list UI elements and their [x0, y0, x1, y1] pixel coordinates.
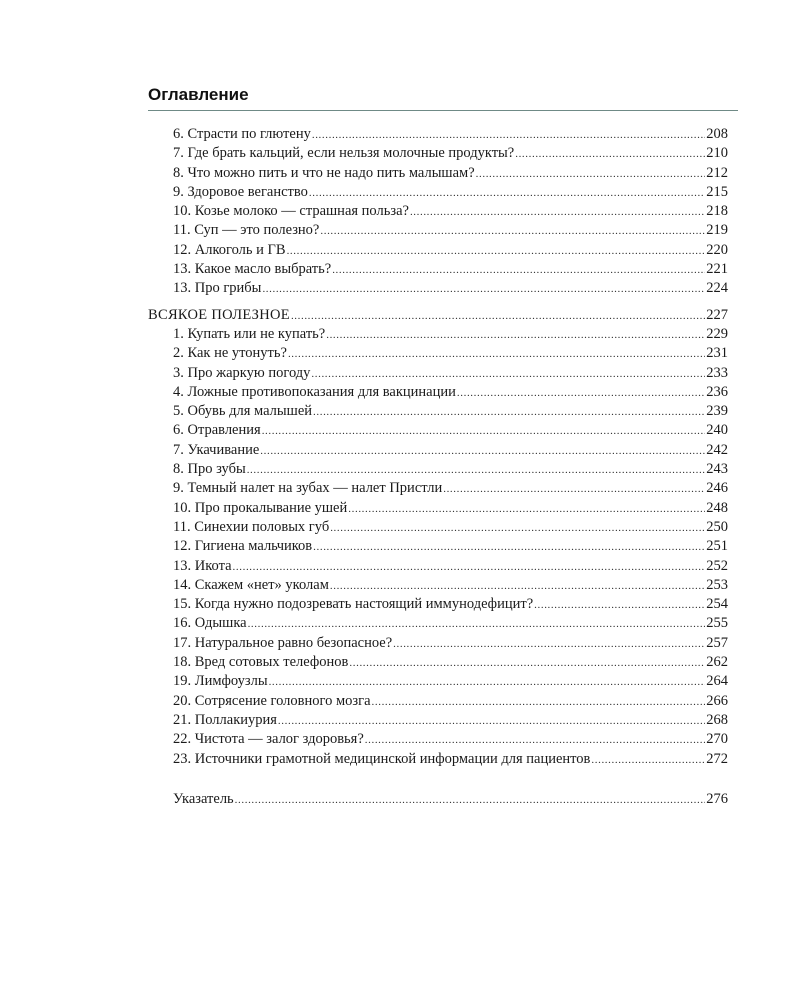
toc-entry[interactable] — [148, 614, 728, 633]
dot-leader — [348, 500, 705, 519]
toc-entry-page: 240 — [706, 422, 728, 439]
toc-entry[interactable] — [148, 364, 728, 383]
toc-entry-page: 212 — [706, 164, 728, 181]
dot-leader — [262, 280, 705, 299]
toc-group-1 — [148, 125, 728, 299]
toc-entry-page: 229 — [706, 325, 728, 342]
toc-entry-page: 218 — [706, 203, 728, 220]
dot-leader — [262, 422, 706, 441]
toc-entry[interactable] — [148, 164, 728, 183]
toc-entry-page: 251 — [706, 538, 728, 555]
toc-entry-page: 248 — [706, 499, 728, 516]
dot-leader — [309, 184, 705, 203]
dot-leader — [311, 365, 705, 384]
dot-leader — [349, 654, 705, 673]
dot-leader — [313, 403, 705, 422]
toc-entry[interactable] — [148, 202, 728, 221]
toc-entry-title: 20. Сотрясение головного мозга — [173, 692, 371, 709]
toc-entry-title: 3. Про жаркую погоду — [173, 364, 311, 381]
toc-entry[interactable] — [148, 460, 728, 479]
dot-leader — [248, 615, 706, 634]
toc-entry-title: 7. Укачивание — [173, 441, 260, 458]
dot-leader — [320, 222, 705, 241]
toc-entry-page: 257 — [706, 634, 728, 651]
toc-entry[interactable] — [148, 421, 728, 440]
toc-entry[interactable] — [148, 711, 728, 730]
toc-entry-page: 253 — [706, 576, 728, 593]
toc-entry[interactable] — [148, 557, 728, 576]
toc-entry-page: 231 — [706, 345, 728, 362]
toc-entry[interactable] — [148, 441, 728, 460]
toc-entry-title: 7. Где брать кальций, если нельзя молочные продукты? — [173, 145, 515, 162]
toc-entry-page: 242 — [706, 441, 728, 458]
toc-entry[interactable] — [148, 221, 728, 240]
dot-leader — [326, 326, 705, 345]
toc-entry-title: 15. Когда нужно подозревать настоящий иммунодефицит? — [173, 596, 534, 613]
dot-leader — [410, 203, 705, 222]
toc-group-2 — [148, 325, 728, 769]
toc-entry-page: 250 — [706, 518, 728, 535]
toc-entry-title: 18. Вред сотовых телефонов — [173, 654, 349, 671]
toc-entry[interactable] — [148, 183, 728, 202]
toc-entry[interactable] — [148, 518, 728, 537]
toc-entry-page: 224 — [706, 280, 728, 297]
toc-entry-title: 13. Про грибы — [173, 280, 262, 297]
toc-entry-title: 10. Козье молоко — страшная польза? — [173, 203, 409, 220]
toc-entry-title: 1. Купать или не купать? — [173, 325, 326, 342]
toc-entry-page: 264 — [706, 673, 728, 690]
toc-entry-page: 270 — [706, 731, 728, 748]
dot-leader — [457, 384, 705, 403]
dot-leader — [287, 242, 706, 261]
toc-entry-title: 8. Что можно пить и что не надо пить малышам? — [173, 164, 475, 181]
toc-entry[interactable] — [148, 672, 728, 691]
dot-leader — [443, 480, 705, 499]
dot-leader — [313, 538, 705, 557]
toc-index-page: 276 — [706, 790, 728, 807]
toc-entry-page: 215 — [706, 183, 728, 200]
toc-entry-page: 236 — [706, 383, 728, 400]
toc-entry[interactable] — [148, 576, 728, 595]
dot-leader — [288, 345, 705, 364]
toc-entry-title: 16. Одышка — [173, 615, 247, 632]
toc-entry[interactable] — [148, 279, 728, 298]
toc-entry-page: 220 — [706, 241, 728, 258]
toc-entry[interactable] — [148, 260, 728, 279]
toc-entry-page: 243 — [706, 461, 728, 478]
toc-entry-title: 17. Натуральное равно безопасное? — [173, 634, 393, 651]
toc-entry-title: 2. Как не утонуть? — [173, 345, 287, 362]
toc-index-row[interactable] — [148, 790, 728, 809]
toc-entry-title: 9. Здоровое веганство — [173, 183, 308, 200]
toc-entry[interactable] — [148, 653, 728, 672]
toc-entry-page: 266 — [706, 692, 728, 709]
dot-leader — [534, 596, 705, 615]
page-header — [148, 84, 738, 111]
dot-leader — [476, 165, 706, 184]
toc-entry-title: 13. Икота — [173, 557, 232, 574]
toc-entry[interactable] — [148, 730, 728, 749]
toc-entry[interactable] — [148, 595, 728, 614]
toc-entry-title: 8. Про зубы — [173, 461, 246, 478]
dot-leader — [365, 731, 705, 750]
dot-leader — [515, 145, 705, 164]
toc-entry-title: 5. Обувь для малышей — [173, 403, 313, 420]
header-divider — [148, 110, 738, 111]
dot-leader — [247, 461, 706, 480]
toc-entry-title: 12. Алкоголь и ГВ — [173, 241, 286, 258]
toc-entry-page: 268 — [706, 711, 728, 728]
toc-entry[interactable] — [148, 383, 728, 402]
toc-entry[interactable] — [148, 692, 728, 711]
toc-entry[interactable] — [148, 402, 728, 421]
dot-leader — [233, 558, 706, 577]
toc-entry[interactable] — [148, 144, 728, 163]
toc-section-page: 227 — [706, 306, 728, 323]
toc-entry-title: 23. Источники грамотной медицинской информации для пациентов — [173, 750, 591, 767]
toc-entry-title: 9. Темный налет на зубах — налет Пристли — [173, 480, 443, 497]
toc-entry-title: 19. Лимфоузлы — [173, 673, 268, 690]
toc-entry-title: 6. Страсти по глютену — [173, 126, 311, 142]
toc-entry-title: 11. Суп — это полезно? — [173, 222, 320, 239]
toc-entry-page: 210 — [706, 145, 728, 162]
toc-entry-page: 208 — [706, 126, 728, 142]
toc-entry[interactable] — [148, 750, 728, 769]
toc-entry[interactable] — [148, 325, 728, 344]
toc-entry[interactable] — [148, 479, 728, 498]
dot-leader — [330, 519, 705, 538]
dot-leader — [591, 751, 705, 770]
toc-entry-title: 21. Поллакиурия — [173, 711, 277, 728]
toc-entry-title: 10. Про прокалывание ушей — [173, 499, 348, 516]
toc-section-title: ВСЯКОЕ ПОЛЕЗНОЕ — [148, 306, 290, 323]
toc-entry-page: 252 — [706, 557, 728, 574]
toc-entry-page: 221 — [706, 261, 728, 278]
dot-leader — [312, 126, 705, 145]
toc-entry-title: 6. Отравления — [173, 422, 261, 439]
toc-entry-page: 246 — [706, 480, 728, 497]
table-of-contents — [148, 125, 728, 809]
dot-leader — [393, 635, 705, 654]
toc-entry-title: 22. Чистота — залог здоровья? — [173, 731, 364, 748]
toc-entry-page: 239 — [706, 403, 728, 420]
dot-leader — [330, 577, 705, 596]
toc-entry-page: 262 — [706, 654, 728, 671]
toc-entry[interactable] — [148, 125, 728, 144]
toc-entry-page: 219 — [706, 222, 728, 239]
toc-index-title: Указатель — [173, 790, 234, 807]
dot-leader — [291, 307, 705, 326]
toc-entry[interactable] — [148, 241, 728, 260]
toc-section-row[interactable] — [148, 306, 728, 325]
dot-leader — [260, 442, 705, 461]
dot-leader — [235, 791, 706, 810]
toc-entry[interactable] — [148, 634, 728, 653]
toc-entry-page: 233 — [706, 364, 728, 381]
toc-entry[interactable] — [148, 499, 728, 518]
toc-entry-title: 4. Ложные противопоказания для вакцинации — [173, 383, 456, 400]
dot-leader — [372, 693, 706, 712]
toc-entry-title: 14. Скажем «нет» уколам — [173, 576, 329, 593]
dot-leader — [332, 261, 705, 280]
toc-entry-title: 11. Синехии половых губ — [173, 518, 330, 535]
dot-leader — [278, 712, 705, 731]
toc-entry[interactable] — [148, 344, 728, 363]
page-title: Оглавление — [148, 85, 249, 104]
toc-entry[interactable] — [148, 537, 728, 556]
dot-leader — [269, 673, 706, 692]
toc-entry-page: 255 — [706, 615, 728, 632]
toc-entry-title: 12. Гигиена мальчиков — [173, 538, 313, 555]
toc-entry-title: 13. Какое масло выбрать? — [173, 261, 332, 278]
toc-entry-page: 272 — [706, 750, 728, 767]
toc-entry-page: 254 — [706, 596, 728, 613]
